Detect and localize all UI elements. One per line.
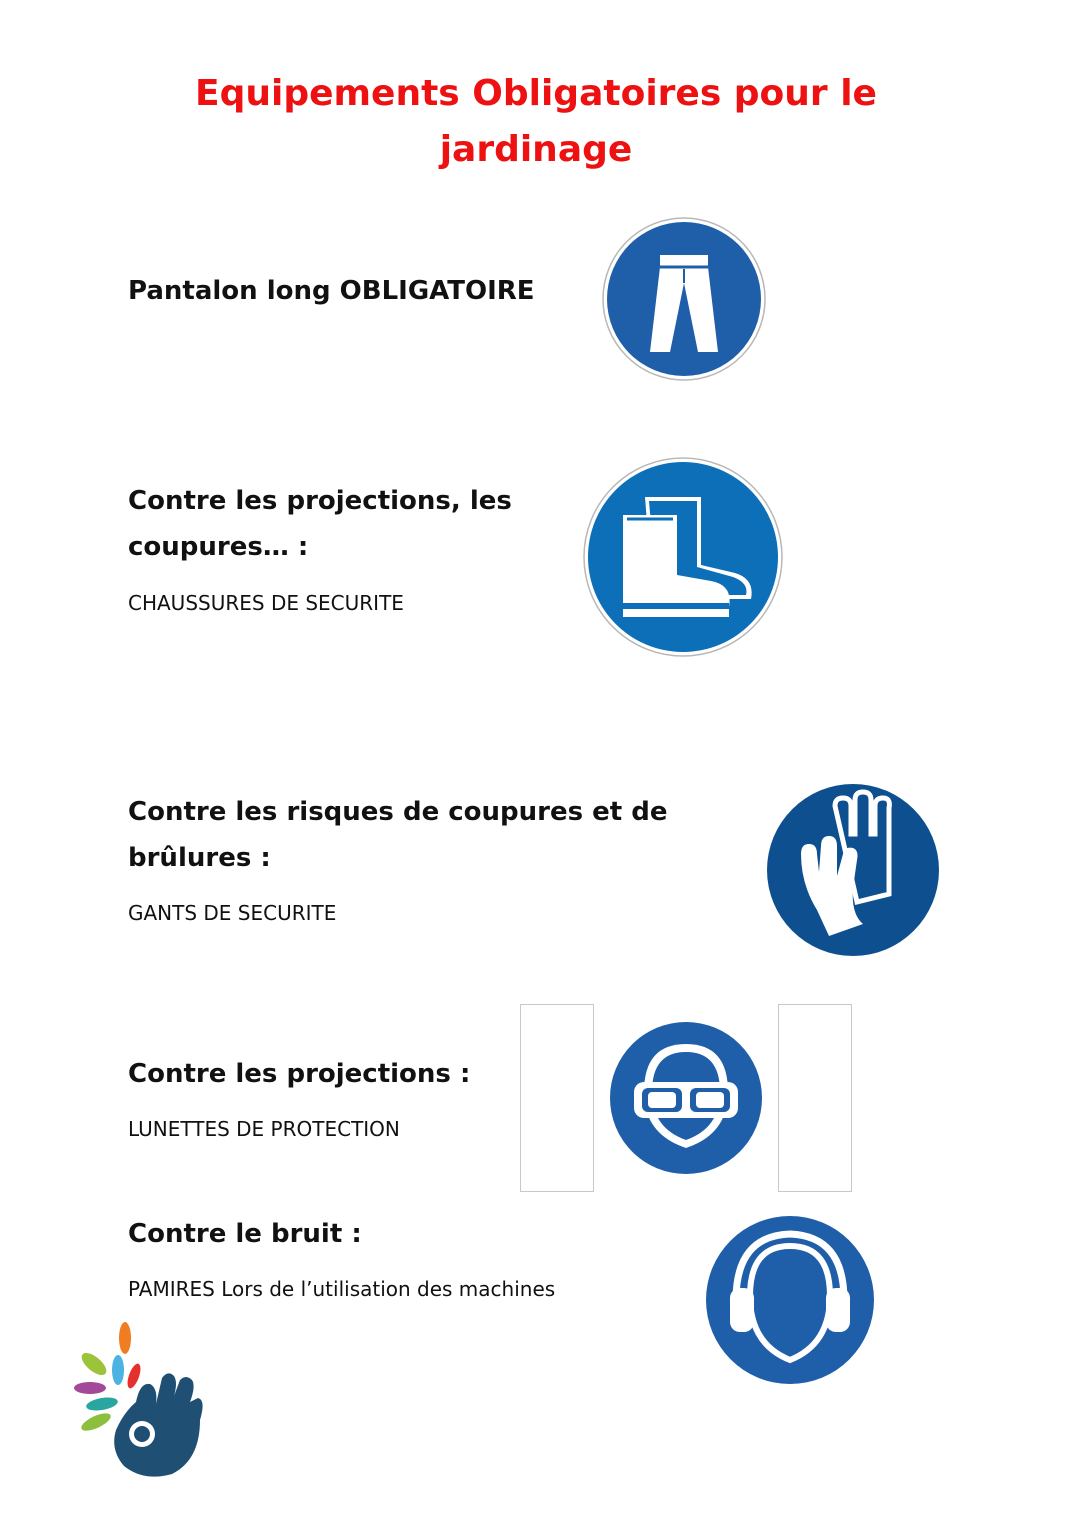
gloves-heading-line2: brûlures : [128, 843, 271, 873]
boots-subtitle: CHAUSSURES DE SECURITE [128, 591, 404, 615]
boots-heading-line2: coupures… : [128, 532, 309, 562]
gloves-subtitle: GANTS DE SECURITE [128, 901, 337, 925]
ear-heading: Contre le bruit : [128, 1219, 362, 1249]
goggles-subtitle: LUNETTES DE PROTECTION [128, 1117, 400, 1141]
trousers-heading: Pantalon long OBLIGATOIRE [128, 276, 535, 306]
left-image-frame [520, 1004, 594, 1192]
boots-heading-line1: Contre les projections, les [128, 486, 512, 516]
right-image-frame [778, 1004, 852, 1192]
trousers-icon [602, 217, 766, 381]
gloves-heading-line1: Contre les risques de coupures et de [128, 797, 668, 827]
goggles-icon [610, 1022, 762, 1174]
gloves-icon [767, 784, 939, 956]
goggles-heading: Contre les projections : [128, 1059, 471, 1089]
ear-protection-icon [706, 1216, 874, 1384]
safety-boots-icon [583, 457, 783, 657]
ear-subtitle: PAMIRES Lors de l’utilisation des machines [128, 1277, 556, 1301]
page-title: Equipements Obligatoires pour le jardinage [195, 73, 877, 170]
ok-hand-leaves-logo [68, 1320, 208, 1482]
